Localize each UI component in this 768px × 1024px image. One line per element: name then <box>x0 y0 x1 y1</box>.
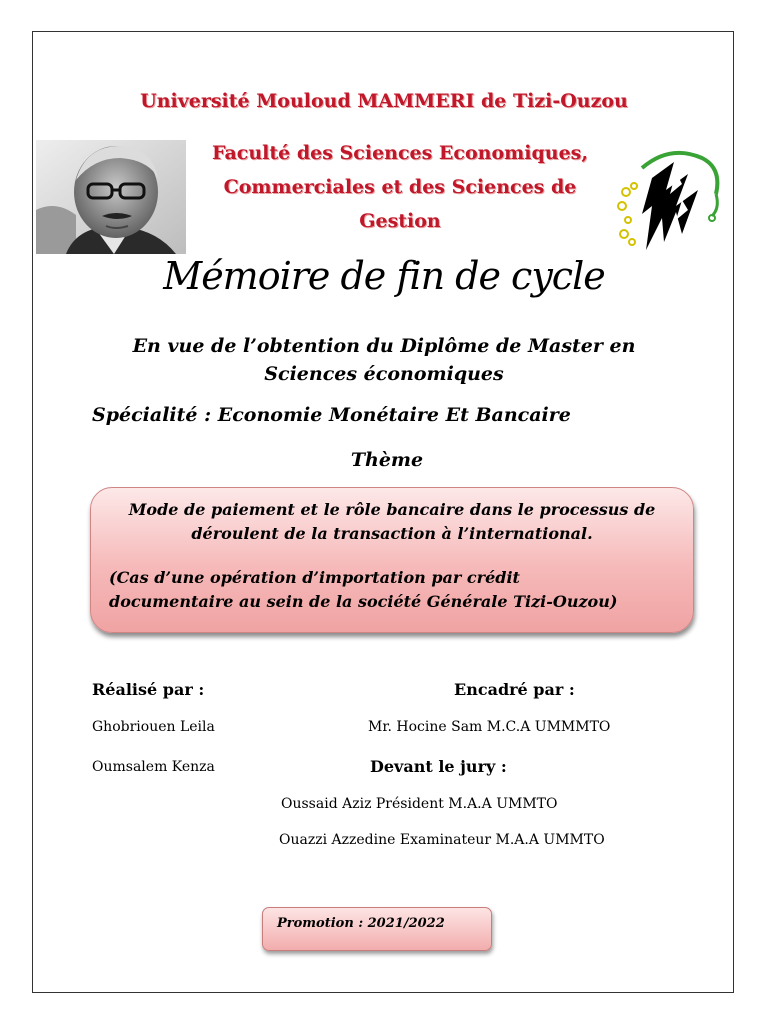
supervisor-label: Encadré par : <box>454 680 575 699</box>
promotion-year: Promotion : 2021/2022 <box>277 916 445 931</box>
document-title: Mémoire de fin de cycle <box>163 254 605 298</box>
theme-case-line: documentaire au sein de la société Générale Tizi-Ouzou) <box>109 592 618 611</box>
faculty-line: Gestion <box>359 210 441 232</box>
faculty-line: Commerciales et des Sciences de <box>223 176 577 198</box>
degree-line: En vue de l’obtention du Diplôme de Master en <box>132 335 636 357</box>
theme-title-line: Mode de paiement et le rôle bancaire dans le processus de <box>128 500 656 519</box>
theme-case-line: (Cas d’une opération d’importation par crédit <box>109 568 520 587</box>
author-name: Ghobriouen Leila <box>92 719 215 735</box>
theme-title <box>105 498 679 546</box>
university-logo-icon <box>612 150 730 254</box>
theme-title-line: déroulent de la transaction à l’international. <box>191 524 593 543</box>
jury-member: Ouazzi Azzedine Examinateur M.A.A UMMTO <box>279 832 605 848</box>
promotion-box <box>262 907 492 951</box>
faculty-name <box>190 136 610 238</box>
theme-case-study <box>109 566 669 614</box>
jury-label: Devant le jury : <box>370 757 507 776</box>
author-portrait-photo <box>36 140 186 254</box>
author-name: Oumsalem Kenza <box>92 759 215 775</box>
specialty: Spécialité : Economie Monétaire Et Bancaire <box>92 404 571 426</box>
degree-statement <box>0 332 768 388</box>
authors-label: Réalisé par : <box>92 680 205 699</box>
jury-member: Oussaid Aziz Président M.A.A UMMTO <box>281 796 558 812</box>
theme-box <box>90 487 694 633</box>
faculty-line: Faculté des Sciences Economiques, <box>212 142 588 164</box>
degree-line: Sciences économiques <box>264 363 504 385</box>
university-name: Université Mouloud MAMMERI de Tizi-Ouzou <box>140 90 628 112</box>
supervisor-name: Mr. Hocine Sam M.C.A UMMMTO <box>368 719 611 735</box>
theme-heading: Thème <box>350 449 424 471</box>
